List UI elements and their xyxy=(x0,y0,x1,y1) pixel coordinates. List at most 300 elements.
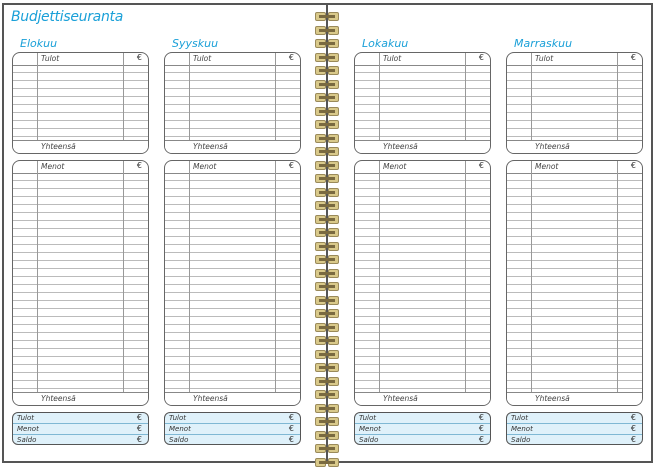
entry-row[interactable] xyxy=(13,277,148,285)
entry-row[interactable] xyxy=(355,213,490,221)
entry-row[interactable] xyxy=(165,365,300,373)
total-label: Yhteensä xyxy=(193,394,228,403)
summary-income-row[interactable] xyxy=(507,413,642,424)
entry-row[interactable] xyxy=(355,221,490,229)
entry-row[interactable] xyxy=(507,229,642,237)
entry-row[interactable] xyxy=(165,129,300,137)
entry-row[interactable] xyxy=(13,333,148,341)
spiral-binding xyxy=(313,0,341,465)
spiral-ring xyxy=(315,363,339,372)
entry-row[interactable] xyxy=(165,121,300,129)
entry-row[interactable] xyxy=(507,89,642,97)
entry-row[interactable] xyxy=(355,269,490,277)
summary-expenses-label: Menot xyxy=(511,425,533,433)
entry-row[interactable] xyxy=(13,229,148,237)
total-row[interactable] xyxy=(165,140,300,153)
ring-bar xyxy=(319,312,335,315)
column-divider-left xyxy=(37,161,38,393)
month-heading: Elokuu xyxy=(20,37,58,50)
entry-row[interactable] xyxy=(165,181,300,189)
summary-expenses-row[interactable] xyxy=(13,424,148,435)
summary-income-row[interactable] xyxy=(355,413,490,424)
entry-row[interactable] xyxy=(165,229,300,237)
total-row[interactable] xyxy=(507,140,642,153)
month-heading: Syyskuu xyxy=(172,37,219,50)
entry-row[interactable] xyxy=(355,73,490,81)
entry-rows xyxy=(355,173,490,393)
entry-row[interactable] xyxy=(507,349,642,357)
entry-row[interactable] xyxy=(507,221,642,229)
entry-row[interactable] xyxy=(165,293,300,301)
ring-bar xyxy=(319,447,335,450)
ring-bar xyxy=(319,123,335,126)
entry-row[interactable] xyxy=(507,237,642,245)
entry-row[interactable] xyxy=(355,381,490,389)
entry-row[interactable] xyxy=(355,285,490,293)
euro-sign: € xyxy=(630,424,636,433)
column-divider-right xyxy=(123,161,124,393)
summary-box xyxy=(354,412,491,445)
entry-row[interactable] xyxy=(165,317,300,325)
income-table xyxy=(354,52,491,154)
entry-row[interactable] xyxy=(355,357,490,365)
entry-row[interactable] xyxy=(165,89,300,97)
entry-row[interactable] xyxy=(507,333,642,341)
entry-row[interactable] xyxy=(355,229,490,237)
entry-row[interactable] xyxy=(13,269,148,277)
entry-row[interactable] xyxy=(165,105,300,113)
euro-sign: € xyxy=(630,413,636,422)
box-header-label: Menot xyxy=(383,162,407,171)
entry-row[interactable] xyxy=(355,205,490,213)
entry-row[interactable] xyxy=(165,81,300,89)
entry-row[interactable] xyxy=(507,173,642,181)
box-header-label: Tulot xyxy=(41,54,60,63)
entry-row[interactable] xyxy=(165,97,300,105)
entry-row[interactable] xyxy=(355,277,490,285)
entry-row[interactable] xyxy=(13,221,148,229)
entry-row[interactable] xyxy=(165,349,300,357)
total-row[interactable] xyxy=(355,140,490,153)
spiral-ring xyxy=(315,93,339,102)
entry-row[interactable] xyxy=(507,97,642,105)
entry-row[interactable] xyxy=(355,325,490,333)
entry-row[interactable] xyxy=(165,325,300,333)
summary-expenses-row[interactable] xyxy=(165,424,300,435)
spiral-ring xyxy=(315,188,339,197)
entry-row[interactable] xyxy=(355,237,490,245)
spiral-ring xyxy=(315,444,339,453)
entry-row[interactable] xyxy=(13,293,148,301)
euro-sign: € xyxy=(136,413,142,422)
column-divider-right xyxy=(275,161,276,393)
entry-row[interactable] xyxy=(13,73,148,81)
spiral-ring xyxy=(315,228,339,237)
entry-row[interactable] xyxy=(165,221,300,229)
entry-row[interactable] xyxy=(165,173,300,181)
entry-row[interactable] xyxy=(507,253,642,261)
ring-bar xyxy=(319,285,335,288)
entry-row[interactable] xyxy=(507,205,642,213)
entry-row[interactable] xyxy=(507,189,642,197)
ring-bar xyxy=(319,339,335,342)
entry-row[interactable] xyxy=(355,197,490,205)
summary-income-label: Tulot xyxy=(359,414,376,422)
entry-row[interactable] xyxy=(165,341,300,349)
euro-column-header: € xyxy=(630,161,636,170)
ring-bar xyxy=(319,353,335,356)
entry-row[interactable] xyxy=(13,237,148,245)
summary-expenses-label: Menot xyxy=(359,425,381,433)
euro-column-header: € xyxy=(288,53,294,62)
total-label: Yhteensä xyxy=(41,142,76,151)
ring-bar xyxy=(319,69,335,72)
entry-row[interactable] xyxy=(507,261,642,269)
entry-row[interactable] xyxy=(507,277,642,285)
spiral-ring xyxy=(315,350,339,359)
box-header-label: Menot xyxy=(41,162,65,171)
total-label: Yhteensä xyxy=(193,142,228,151)
entry-row[interactable] xyxy=(507,121,642,129)
spiral-ring xyxy=(315,174,339,183)
column-divider-right xyxy=(465,53,466,141)
ring-bar xyxy=(319,326,335,329)
euro-column-header: € xyxy=(478,161,484,170)
total-row[interactable] xyxy=(355,392,490,405)
box-header-label: Tulot xyxy=(193,54,212,63)
entry-row[interactable] xyxy=(13,189,148,197)
euro-sign: € xyxy=(136,435,142,444)
entry-row[interactable] xyxy=(13,129,148,137)
spiral-ring xyxy=(315,147,339,156)
euro-sign: € xyxy=(478,435,484,444)
spiral-ring xyxy=(315,255,339,264)
entry-rows xyxy=(165,173,300,393)
entry-rows xyxy=(165,65,300,141)
entry-row[interactable] xyxy=(355,317,490,325)
entry-row[interactable] xyxy=(13,253,148,261)
expenses-table xyxy=(12,160,149,406)
spiral-ring xyxy=(315,282,339,291)
entry-row[interactable] xyxy=(355,81,490,89)
entry-row[interactable] xyxy=(507,113,642,121)
entry-row[interactable] xyxy=(165,309,300,317)
ring-bar xyxy=(319,29,335,32)
entry-row[interactable] xyxy=(165,285,300,293)
entry-row[interactable] xyxy=(355,253,490,261)
entry-row[interactable] xyxy=(165,213,300,221)
ring-bar xyxy=(319,191,335,194)
entry-row[interactable] xyxy=(507,325,642,333)
entry-row[interactable] xyxy=(507,245,642,253)
entry-row[interactable] xyxy=(507,129,642,137)
spiral-ring xyxy=(315,161,339,170)
total-row[interactable] xyxy=(13,392,148,405)
spiral-ring xyxy=(315,80,339,89)
ring-bar xyxy=(319,204,335,207)
ring-bar xyxy=(319,299,335,302)
total-label: Yhteensä xyxy=(383,394,418,403)
entry-row[interactable] xyxy=(355,181,490,189)
ring-bar xyxy=(319,272,335,275)
entry-row[interactable] xyxy=(165,113,300,121)
expenses-table xyxy=(354,160,491,406)
entry-row[interactable] xyxy=(13,89,148,97)
entry-row[interactable] xyxy=(507,317,642,325)
column-divider-left xyxy=(379,53,380,141)
entry-row[interactable] xyxy=(507,181,642,189)
euro-sign: € xyxy=(288,424,294,433)
spiral-ring xyxy=(315,336,339,345)
summary-expenses-label: Menot xyxy=(17,425,39,433)
spiral-ring xyxy=(315,12,339,21)
entry-row[interactable] xyxy=(13,373,148,381)
entry-row[interactable] xyxy=(507,357,642,365)
entry-row[interactable] xyxy=(165,373,300,381)
entry-row[interactable] xyxy=(355,129,490,137)
summary-balance-label: Saldo xyxy=(359,436,379,444)
spiral-ring xyxy=(315,39,339,48)
entry-row[interactable] xyxy=(507,301,642,309)
entry-row[interactable] xyxy=(355,373,490,381)
entry-row[interactable] xyxy=(355,173,490,181)
entry-row[interactable] xyxy=(355,65,490,73)
entry-row[interactable] xyxy=(507,341,642,349)
entry-row[interactable] xyxy=(13,349,148,357)
box-header-label: Tulot xyxy=(383,54,402,63)
total-label: Yhteensä xyxy=(535,142,570,151)
summary-income-row[interactable] xyxy=(13,413,148,424)
summary-income-row[interactable] xyxy=(165,413,300,424)
entry-row[interactable] xyxy=(13,285,148,293)
ring-bar xyxy=(319,461,335,464)
expenses-table xyxy=(506,160,643,406)
spiral-ring xyxy=(315,404,339,413)
ring-bar xyxy=(319,407,335,410)
entry-row[interactable] xyxy=(355,97,490,105)
ring-bar xyxy=(319,366,335,369)
column-divider-left xyxy=(189,53,190,141)
entry-row[interactable] xyxy=(165,205,300,213)
summary-balance-row[interactable] xyxy=(165,435,300,445)
ring-bar xyxy=(319,42,335,45)
ring-bar xyxy=(319,137,335,140)
entry-row[interactable] xyxy=(355,261,490,269)
entry-row[interactable] xyxy=(355,309,490,317)
entry-row[interactable] xyxy=(355,89,490,97)
entry-row[interactable] xyxy=(355,293,490,301)
entry-row[interactable] xyxy=(355,333,490,341)
ring-bar xyxy=(319,164,335,167)
column-divider-left xyxy=(379,161,380,393)
ring-bar xyxy=(319,83,335,86)
summary-balance-row[interactable] xyxy=(507,435,642,445)
entry-row[interactable] xyxy=(165,237,300,245)
spiral-ring xyxy=(315,377,339,386)
entry-row[interactable] xyxy=(13,365,148,373)
entry-row[interactable] xyxy=(507,81,642,89)
ring-bar xyxy=(319,56,335,59)
entry-row[interactable] xyxy=(507,197,642,205)
ring-bar xyxy=(319,380,335,383)
entry-row[interactable] xyxy=(13,341,148,349)
spiral-ring xyxy=(315,53,339,62)
ring-bar xyxy=(319,231,335,234)
entry-row[interactable] xyxy=(13,301,148,309)
entry-rows xyxy=(13,65,148,141)
summary-box xyxy=(506,412,643,445)
entry-row[interactable] xyxy=(165,65,300,73)
entry-row[interactable] xyxy=(507,285,642,293)
total-row[interactable] xyxy=(165,392,300,405)
entry-row[interactable] xyxy=(355,113,490,121)
ring-bar xyxy=(319,110,335,113)
entry-row[interactable] xyxy=(165,333,300,341)
entry-row[interactable] xyxy=(165,197,300,205)
summary-expenses-row[interactable] xyxy=(507,424,642,435)
entry-row[interactable] xyxy=(13,317,148,325)
entry-row[interactable] xyxy=(165,253,300,261)
spiral-ring xyxy=(315,269,339,278)
column-divider-left xyxy=(531,161,532,393)
summary-box xyxy=(164,412,301,445)
column-divider-right xyxy=(617,161,618,393)
entry-row[interactable] xyxy=(355,189,490,197)
euro-sign: € xyxy=(630,435,636,444)
entry-row[interactable] xyxy=(13,261,148,269)
entry-row[interactable] xyxy=(507,373,642,381)
entry-row[interactable] xyxy=(13,357,148,365)
entry-row[interactable] xyxy=(165,189,300,197)
summary-income-label: Tulot xyxy=(17,414,34,422)
ring-bar xyxy=(319,15,335,18)
entry-row[interactable] xyxy=(507,269,642,277)
spiral-ring xyxy=(315,296,339,305)
spiral-ring xyxy=(315,323,339,332)
total-label: Yhteensä xyxy=(535,394,570,403)
total-label: Yhteensä xyxy=(41,394,76,403)
ring-bar xyxy=(319,96,335,99)
euro-column-header: € xyxy=(478,53,484,62)
column-divider-left xyxy=(189,161,190,393)
total-row[interactable] xyxy=(13,140,148,153)
summary-balance-row[interactable] xyxy=(13,435,148,445)
summary-income-label: Tulot xyxy=(511,414,528,422)
ring-bar xyxy=(319,434,335,437)
spiral-ring xyxy=(315,390,339,399)
entry-row[interactable] xyxy=(355,349,490,357)
entry-row[interactable] xyxy=(355,121,490,129)
month-heading: Marraskuu xyxy=(514,37,573,50)
entry-row[interactable] xyxy=(13,197,148,205)
entry-row[interactable] xyxy=(355,301,490,309)
box-header-label: Menot xyxy=(535,162,559,171)
entry-row[interactable] xyxy=(165,357,300,365)
summary-box xyxy=(12,412,149,445)
entry-row[interactable] xyxy=(165,245,300,253)
entry-row[interactable] xyxy=(507,381,642,389)
entry-row[interactable] xyxy=(165,381,300,389)
ring-bar xyxy=(319,150,335,153)
euro-sign: € xyxy=(478,413,484,422)
euro-sign: € xyxy=(478,424,484,433)
ring-bar xyxy=(319,177,335,180)
entry-row[interactable] xyxy=(165,269,300,277)
summary-balance-label: Saldo xyxy=(169,436,189,444)
entry-row[interactable] xyxy=(13,205,148,213)
euro-sign: € xyxy=(136,424,142,433)
spiral-ring xyxy=(315,201,339,210)
entry-row[interactable] xyxy=(355,105,490,113)
entry-row[interactable] xyxy=(507,365,642,373)
spiral-ring xyxy=(315,66,339,75)
entry-row[interactable] xyxy=(507,65,642,73)
entry-row[interactable] xyxy=(507,73,642,81)
entry-row[interactable] xyxy=(507,293,642,301)
total-row[interactable] xyxy=(507,392,642,405)
spiral-ring xyxy=(315,107,339,116)
summary-balance-row[interactable] xyxy=(355,435,490,445)
entry-row[interactable] xyxy=(13,113,148,121)
entry-row[interactable] xyxy=(507,213,642,221)
entry-row[interactable] xyxy=(13,213,148,221)
spiral-ring xyxy=(315,458,339,467)
entry-row[interactable] xyxy=(13,105,148,113)
entry-row[interactable] xyxy=(13,309,148,317)
entry-row[interactable] xyxy=(13,325,148,333)
entry-row[interactable] xyxy=(165,301,300,309)
summary-expenses-row[interactable] xyxy=(355,424,490,435)
entry-row[interactable] xyxy=(165,277,300,285)
column-divider-right xyxy=(465,161,466,393)
column-divider-right xyxy=(617,53,618,141)
entry-row[interactable] xyxy=(13,245,148,253)
entry-row[interactable] xyxy=(507,105,642,113)
euro-sign: € xyxy=(288,413,294,422)
entry-rows xyxy=(355,65,490,141)
entry-row[interactable] xyxy=(13,65,148,73)
entry-rows xyxy=(13,173,148,393)
box-header-label: Menot xyxy=(193,162,217,171)
entry-row[interactable] xyxy=(13,121,148,129)
column-divider-right xyxy=(275,53,276,141)
total-label: Yhteensä xyxy=(383,142,418,151)
spiral-ring xyxy=(315,242,339,251)
entry-row[interactable] xyxy=(13,97,148,105)
entry-row[interactable] xyxy=(165,73,300,81)
summary-expenses-label: Menot xyxy=(169,425,191,433)
entry-rows xyxy=(507,65,642,141)
entry-row[interactable] xyxy=(13,181,148,189)
page-title: Budjettiseuranta xyxy=(11,9,123,25)
euro-sign: € xyxy=(288,435,294,444)
entry-row[interactable] xyxy=(13,381,148,389)
entry-row[interactable] xyxy=(355,341,490,349)
entry-row[interactable] xyxy=(13,173,148,181)
entry-row[interactable] xyxy=(165,261,300,269)
entry-row[interactable] xyxy=(13,81,148,89)
ring-bar xyxy=(319,420,335,423)
entry-row[interactable] xyxy=(507,309,642,317)
month-heading: Lokakuu xyxy=(362,37,409,50)
ring-bar xyxy=(319,393,335,396)
summary-income-label: Tulot xyxy=(169,414,186,422)
entry-row[interactable] xyxy=(355,245,490,253)
expenses-table xyxy=(164,160,301,406)
entry-row[interactable] xyxy=(355,365,490,373)
euro-column-header: € xyxy=(136,161,142,170)
euro-column-header: € xyxy=(630,53,636,62)
